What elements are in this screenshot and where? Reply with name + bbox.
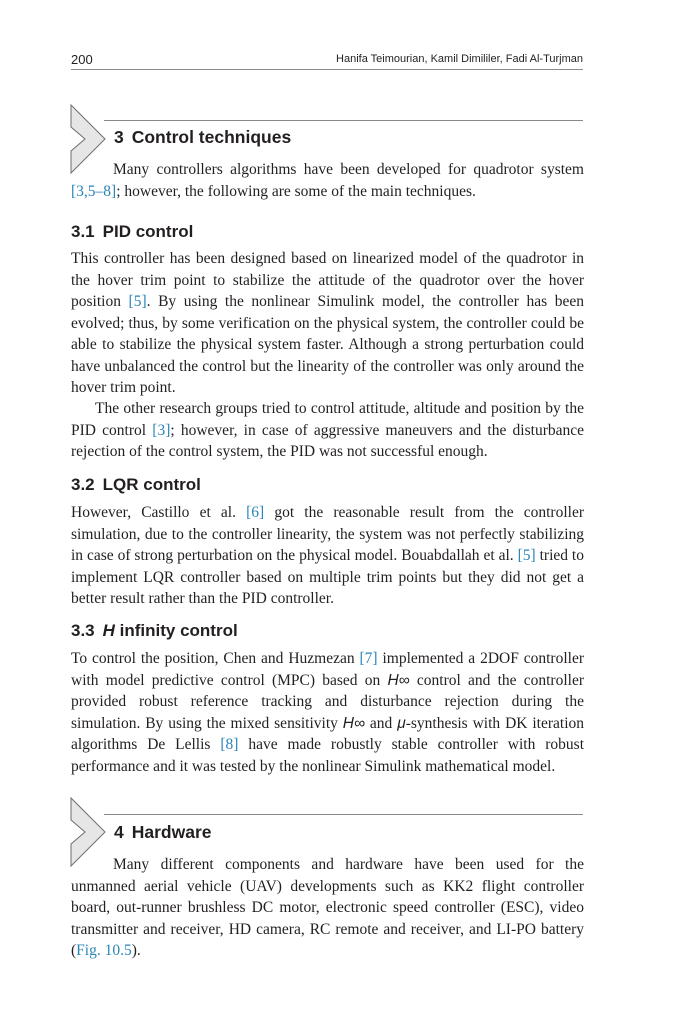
section-heading	[114, 127, 291, 148]
subsection-heading	[71, 621, 238, 641]
text-run: ; however, in case of aggressive maneuvers and the disturbance rejection of the control system, the PID was not successful enough.	[71, 421, 584, 460]
section-number: 4	[114, 822, 124, 842]
citation-link[interactable]: [8]	[220, 736, 239, 753]
math-symbol: H∞	[387, 671, 410, 689]
text-run: got the reasonable result from the controller simulation, due to the controller linearity, the system was not perfectly stabilizing in case of strong perturbation on the physical model. Bouabdallah et al.	[71, 504, 584, 564]
text-run: -synthesis with DK iteration algorithms De Lellis	[71, 714, 584, 753]
section-intro-paragraph	[71, 159, 584, 202]
text-run: and	[365, 714, 398, 732]
page-number: 200	[71, 52, 93, 67]
text-run: . By using the nonlinear Simulink model, the controller has been evolved; thus, by some verification on the physical system, the controller could be able to stabilize the physical system faster. Although a strong perturbation could have unbalanced the control but the linearity of the controller was only around the hover trim point.	[71, 293, 584, 396]
subsection-number: 3.3	[71, 621, 95, 640]
citation-link[interactable]: [5]	[128, 293, 147, 310]
body-paragraph	[71, 502, 584, 610]
text-run: ; however, the following are some of the main techniques.	[116, 182, 476, 200]
citation-link[interactable]: [5]	[517, 547, 536, 564]
math-symbol: H∞	[342, 714, 366, 732]
subsection-number: 3.1	[71, 222, 95, 241]
text-run: control and the controller provided robust reference tracking and disturbance rejection during the simulation. By using the mixed sensitivity	[71, 671, 584, 732]
subsection-title: infinity control	[114, 621, 238, 640]
citation-link[interactable]: [7]	[359, 650, 378, 667]
citation-link[interactable]: [3,5–8]	[71, 182, 117, 200]
section-heading	[114, 822, 212, 843]
citation-link[interactable]: [3]	[152, 421, 171, 439]
text-run: This controller has been designed based on linearized model of the quadrotor in the hover trim point to stabilize the attitude of the quadrotor over the hover position	[71, 250, 584, 310]
section-rule	[104, 814, 583, 815]
body-paragraph	[71, 248, 584, 399]
subsection-title: PID control	[102, 222, 194, 241]
section-number: 3	[114, 127, 124, 147]
subsection-number: 3.2	[71, 475, 95, 494]
subsection-title-italic: H	[102, 621, 115, 640]
text-run: Many controllers algorithms have been developed for quadrotor system	[113, 161, 584, 178]
body-paragraph	[71, 648, 584, 777]
body-paragraph	[71, 398, 584, 463]
text-run: To control the position, Chen and Huzmezan	[71, 650, 360, 667]
text-run: ).	[131, 942, 141, 959]
running-header-authors: Hanifa Teimourian, Kamil Dimililer, Fadi Al-Turjman	[336, 53, 583, 65]
text-run: However, Castillo et al.	[71, 504, 247, 521]
subsection-heading	[71, 222, 193, 242]
section-title: Hardware	[131, 822, 212, 842]
subsection-heading	[71, 475, 201, 495]
figure-link[interactable]: Fig. 10.5	[76, 942, 132, 959]
citation-link[interactable]: [6]	[246, 504, 265, 521]
text-run: implemented a 2DOF controller with model predictive control (MPC) based on	[71, 650, 585, 689]
section-intro-paragraph	[71, 854, 584, 962]
text-run: Many different components and hardware have been used for the unmanned aerial vehicle (UAV) developments such as KK2 flight controller board, out-runner brushless DC motor, electronic speed controller (ESC), video transmitter and receiver, HD camera, RC remote and receiver, and LI-PO battery (	[71, 856, 584, 959]
text-run: have made robustly stable controller with robust performance and it was tested by the nonlinear Simulink mathematical model.	[71, 736, 584, 775]
section-rule	[104, 120, 583, 121]
section-title: Control techniques	[131, 127, 292, 147]
math-symbol: μ	[397, 714, 406, 732]
running-header	[71, 52, 583, 70]
text-run: The other research groups tried to control attitude, altitude and position by the PID control	[71, 400, 584, 439]
text-run: tried to implement LQR controller based on multiple trim points but they did not get a better result rather than the PID controller.	[71, 547, 584, 607]
subsection-title: LQR control	[102, 475, 201, 494]
